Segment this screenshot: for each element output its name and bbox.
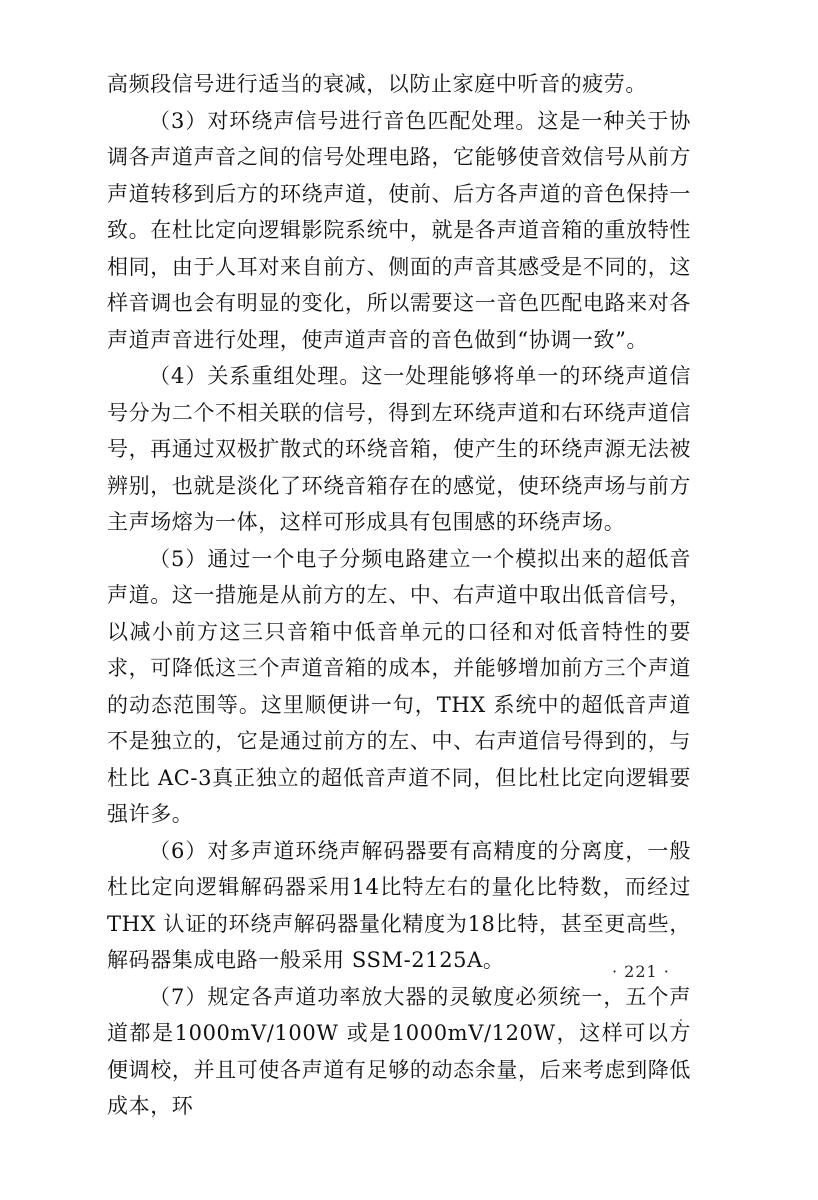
paragraph-item-5: （5）通过一个电子分频电路建立一个模拟出来的超低音声道。这一措施是从前方的左、中、右声道中取出低音信号，以减小前方这三只音箱中低音单元的口径和对低音特性的要求，可降低这三个声道音箱的成本，并能够增加前方三个声道的动态范围等。这里顺便讲一句，THX 系统中的超低音声道不是独立的，它是通过前方的左、中、右声道信号得到的，与杜比 AC-3真正独立的超低音声道不同，但比杜比定向逻辑要强许多。 (107, 546, 691, 826)
scan-speck (680, 1019, 682, 1021)
paragraph-continuation: 高频段信号进行适当的衰减，以防止家庭中听音的疲劳。 (107, 72, 647, 96)
paragraph-item-7: （7）规定各声道功率放大器的灵敏度必须统一，五个声道都是1000mV/100W 或是1000mV/120W，这样可以方便调校，并且可使各声道有足够的动态余量，后来考虑到降低成本，环 (107, 984, 691, 1118)
paragraph-item-4: （4）关系重组处理。这一处理能够将单一的环绕声道信号分为二个不相关联的信号，得到左环绕声道和右环绕声道信号，再通过双极扩散式的环绕音箱，使产生的环绕声源无法被辨别，也就是淡化了环绕音箱存在的感觉，使环绕声场与前方主声场熔为一体，这样可形成具有包围感的环绕声场。 (107, 364, 691, 534)
paragraph-item-3: （3）对环绕声信号进行音色匹配处理。这是一种关于协调各声道声音之间的信号处理电路，它能够使音效信号从前方声道转移到后方的环绕声道，使前、后方各声道的音色保持一致。在杜比定向逻辑影院系统中，就是各声道音箱的重放特性相同，由于人耳对来自前方、侧面的声音其感受是不同的，这样音调也会有明显的变化，所以需要这一音色匹配电路来对各声道声音进行处理，使声道声音的音色做到“协调一致”。 (107, 108, 691, 352)
paragraph-item-6: （6）对多声道环绕声解码器要有高精度的分离度，一般杜比定向逻辑解码器采用14比特左右的量化比特数，而经过 THX 认证的环绕声解码器量化精度为18比特，甚至更高些，解码器集成电路一般采用 SSM-2125A。 (107, 838, 691, 972)
page-number: · 221 · (612, 962, 670, 981)
page-body (107, 66, 691, 1125)
